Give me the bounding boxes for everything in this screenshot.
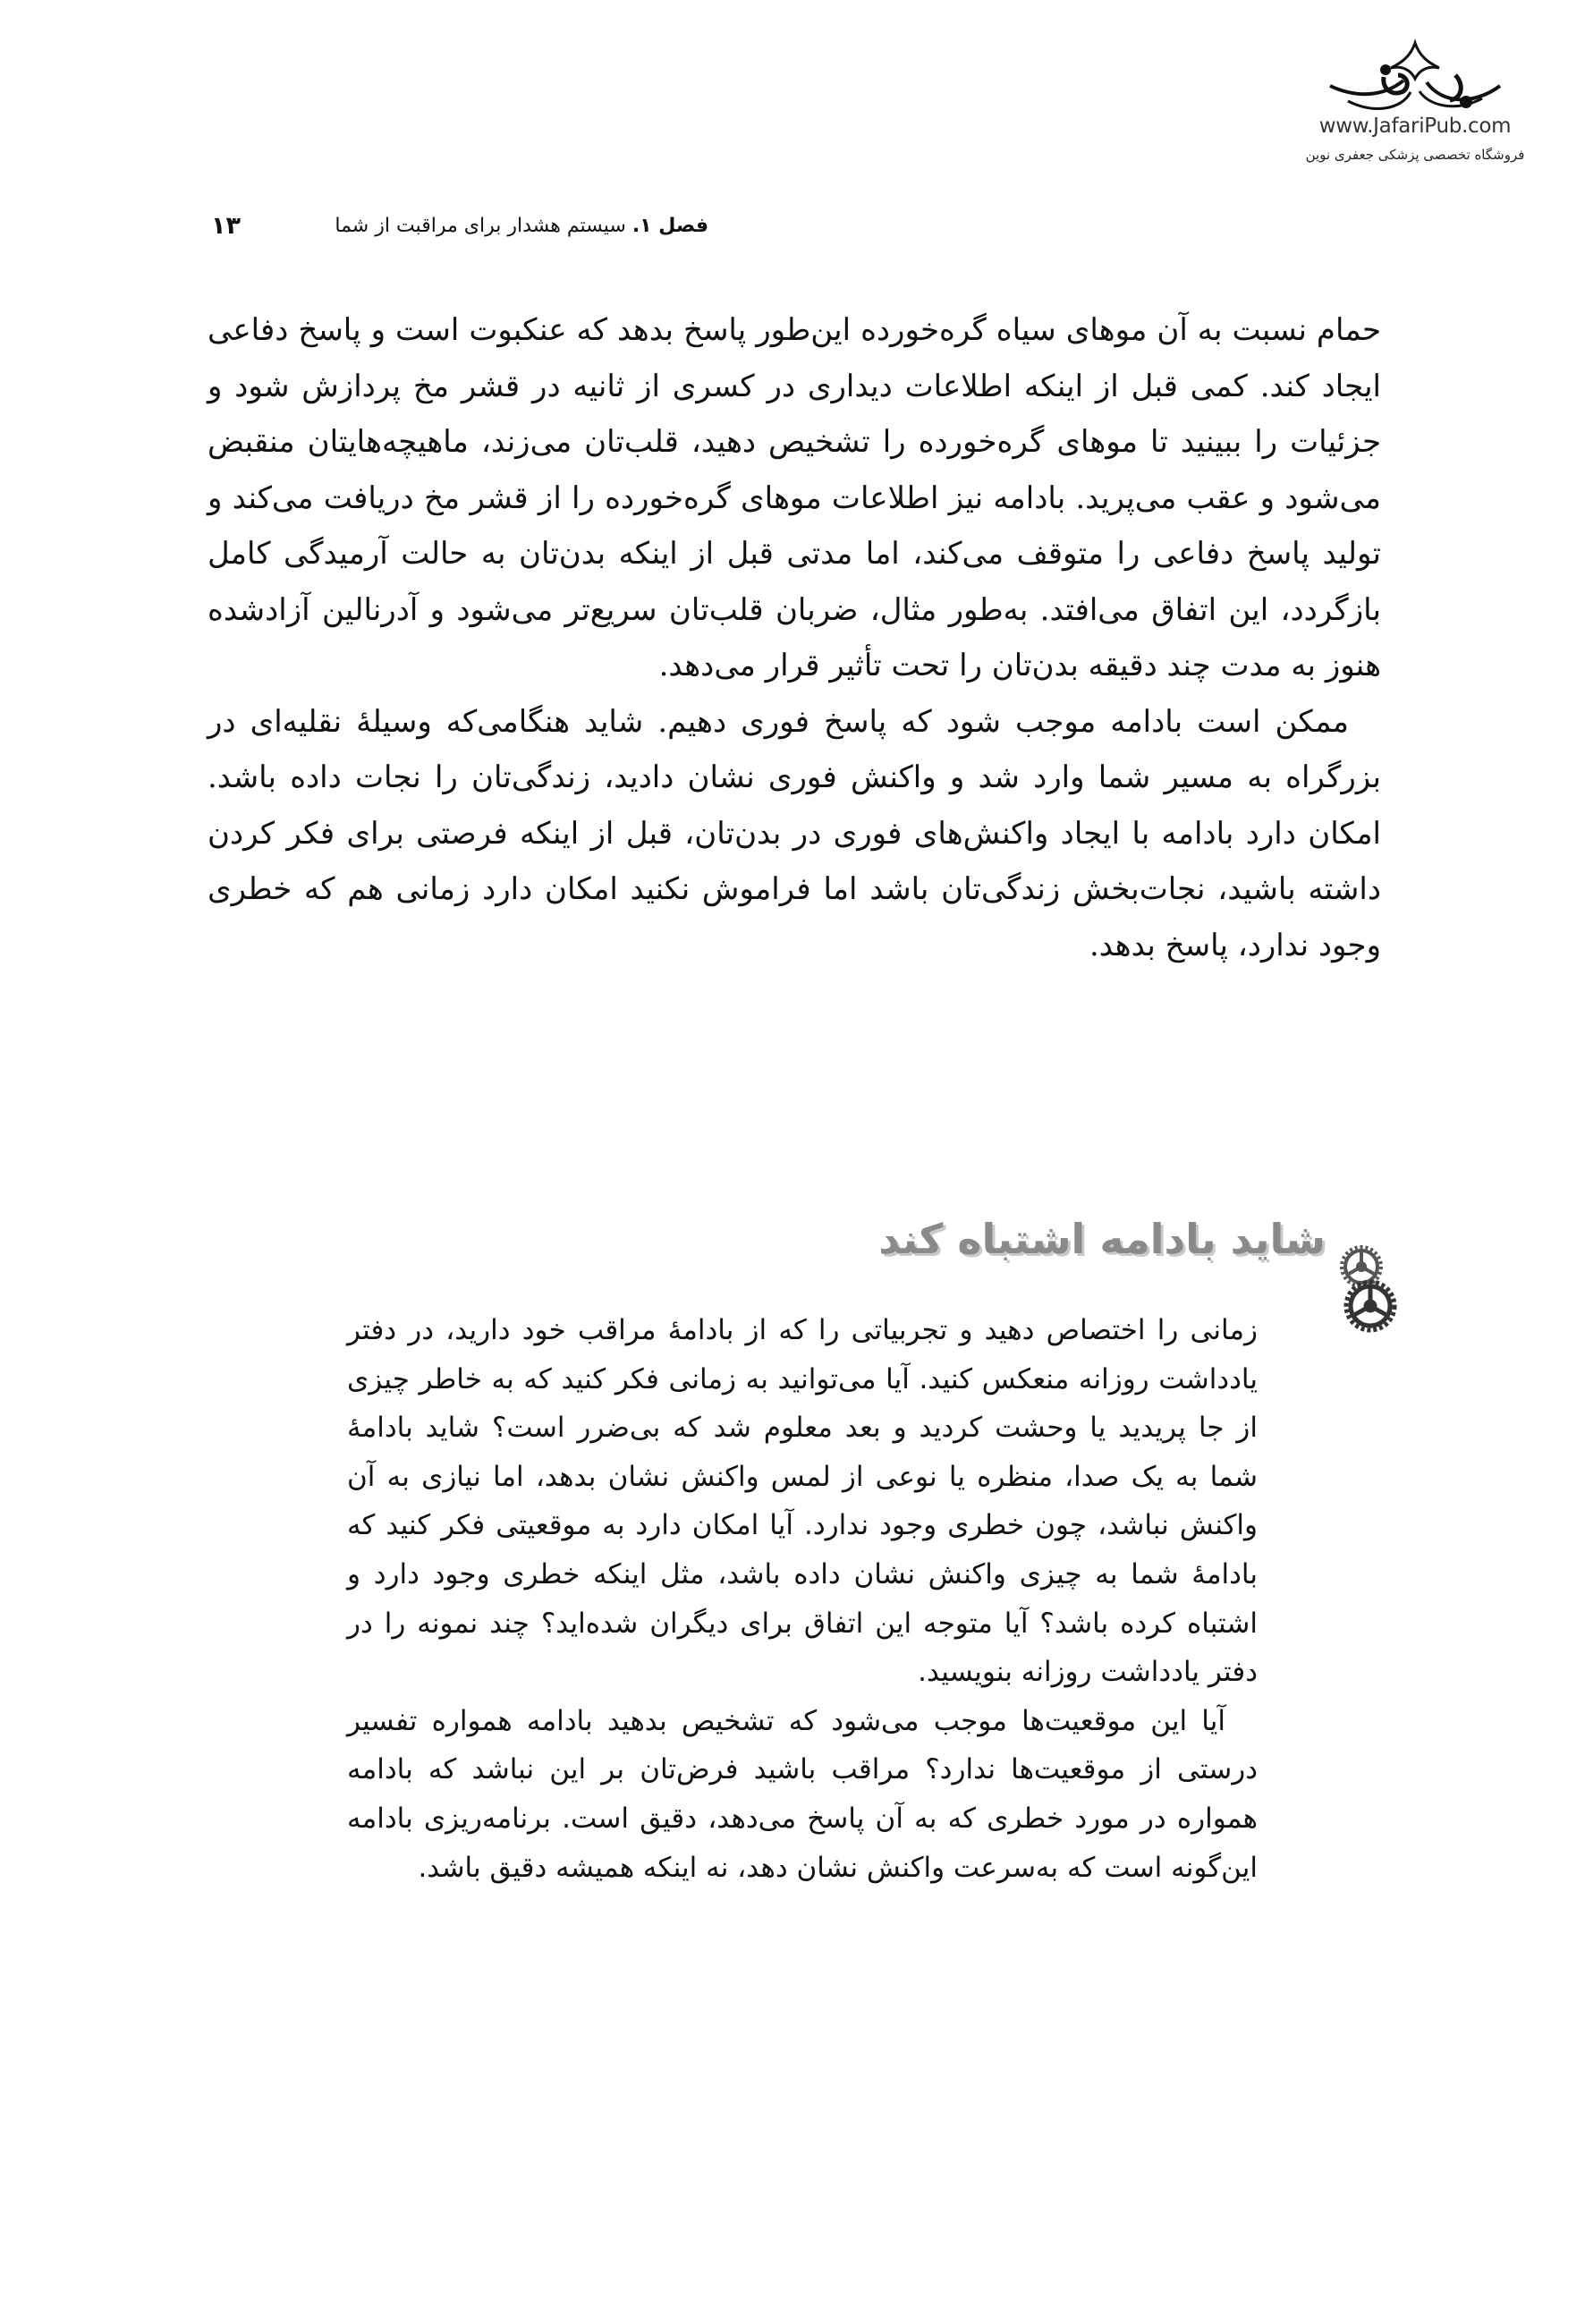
body-paragraph: ممکن است بادامه موجب شود که پاسخ فوری دهیم. شاید هنگامی‌که وسیلهٔ نقلیه‌ای در بزرگراه به مسیر شما وارد شد و واکنش فوری نشان دادید، زندگی‌تان را نجات داده باشد. امکان دارد بادامه با ایجاد واکنش‌های فوری در بدن‌تان، قبل از اینکه فرصتی برای فکر کردن داشته باشید، نجات‌بخش زندگی‌تان باشد اما فراموش نکنید امکان دارد زمانی هم که خطری وجود ندارد، پاسخ بدهد. bbox=[208, 703, 1381, 963]
jafari-calligraphy-logo-icon bbox=[1321, 16, 1509, 115]
exercise-text bbox=[347, 1306, 1258, 1892]
chapter-label: فصل ۱. bbox=[631, 214, 708, 237]
section-heading: شاید بادامه اشتباه کند bbox=[878, 1215, 1326, 1263]
body-paragraph: حمام نسبت به آن موهای سیاه گره‌خورده این‌طور پاسخ بدهد که عنکبوت است و پاسخ دفاعی ایجاد کند. کمی قبل از اینکه اطلاعات دیداری در کسری از ثانیه در قشر مخ پردازش شود و جزئیات را ببینید تا موهای گره‌خورده را تشخیص دهید، قلب‌تان می‌زند، ماهیچه‌هایتان منقبض می‌شود و عقب می‌پرید. بادامه نیز اطلاعات موهای گره‌خورده را از قشر مخ دریافت می‌کند و تولید پاسخ دفاعی را متوقف می‌کند، اما مدتی قبل از اینکه بدن‌تان به حالت آرمیدگی کامل بازگردد، این اتفاق می‌افتد. به‌طور مثال، ضربان قلب‌تان سریع‌تر می‌شود و آدرنالین آزادشده هنوز به مدت چند دقیقه بدن‌تان را تحت تأثیر قرار می‌دهد. bbox=[208, 312, 1381, 683]
body-text bbox=[208, 302, 1381, 973]
gears-icon bbox=[1335, 1240, 1397, 1338]
chapter-heading bbox=[335, 215, 708, 237]
page-number: ۱۳ bbox=[211, 211, 241, 240]
chapter-title: سیستم هشدار برای مراقبت از شما bbox=[335, 214, 626, 237]
publisher-logo-block bbox=[1281, 16, 1549, 163]
exercise-paragraph: زمانی را اختصاص دهید و تجربیاتی را که از بادامهٔ مراقب خود دارید، در دفتر یادداشت روزانه منعکس کنید. آیا می‌توانید به زمانی فکر کنید که به خاطر چیزی از جا پریدید یا وحشت کردید و بعد معلوم شد که بی‌ضرر است؟ شاید بادامهٔ شما به یک صدا، منظره یا نوعی از لمس واکنش نشان بدهد، اما نیازی به آن واکنش نباشد، چون خطری وجود ندارد. آیا امکان دارد به موقعیتی فکر کنید که بادامهٔ شما به چیزی واکنش نشان داده باشد، مثل اینکه خطری وجود دارد و اشتباه کرده باشد؟ آیا متوجه این اتفاق برای دیگران شده‌اید؟ چند نمونه را در دفتر یادداشت روزانه بنویسید. bbox=[347, 1314, 1258, 1689]
exercise-paragraph: آیا این موقعیت‌ها موجب می‌شود که تشخیص بدهید بادامه همواره تفسیر درستی از موقعیت‌ها ندارد؟ مراقب باشید فرض‌تان بر این نباشد که بادامه همواره در مورد خطری که به آن پاسخ می‌دهد، دقیق است. برنامه‌ریزی بادامه این‌گونه است که به‌سرعت واکنش نشان دهد، نه اینکه همیشه دقیق باشد. bbox=[347, 1704, 1258, 1884]
publisher-url: www.JafariPub.com bbox=[1318, 115, 1512, 138]
publisher-tagline: فروشگاه تخصصی پزشکی جعفری نوین bbox=[1305, 147, 1525, 163]
running-header bbox=[211, 208, 708, 243]
